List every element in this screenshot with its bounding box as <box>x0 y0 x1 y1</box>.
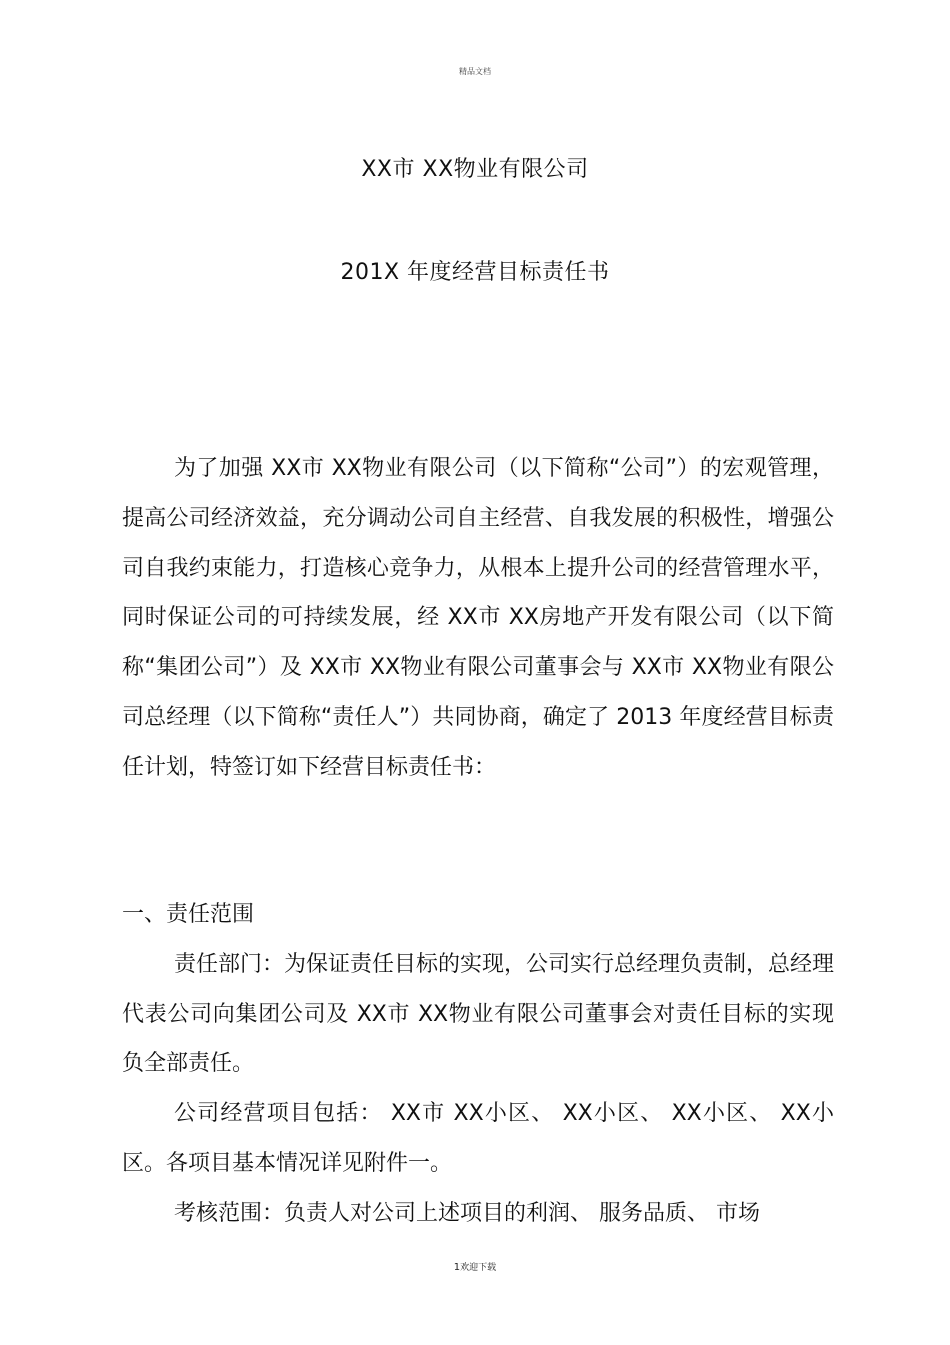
document-title: 201X 年度经营目标责任书 <box>340 260 610 285</box>
section-heading: 一、责任范围 <box>122 902 255 927</box>
header-watermark: 精品文档 <box>459 67 491 76</box>
intro-paragraph: 为了加强 XX市 XX物业有限公司（以下简称“公司”）的宏观管理，提高公司经济效益，充分调动公司自主经营、自我发展的积极性，增强公司自我约束能力，打造核心竞争力，从根本上提升公司的经营管理水平，同时保证公司的可持续发展，经 XX市 XX房地产开发有限公司（以下简称“集团公司”）及 XX市 XX物业有限公司董事会与 XX市 XX物业有限公司总经理（以下简称“责任人”）共同协商，确定了 2013 年度经营目标责任计划，特签订如下经营目标责任书： <box>122 456 834 780</box>
document-title-company: XX市 XX物业有限公司 <box>361 157 589 182</box>
page-number: 1 <box>453 1262 461 1273</box>
section-responsibility-scope <box>122 890 834 1239</box>
page-footer <box>0 1260 950 1273</box>
footer-text: 欢迎下载 <box>460 1263 497 1273</box>
paragraph-projects: 公司经营项目包括： XX市 XX小区、 XX小区、 XX小区、 XX小区。各项目基本情况详见附件一。 <box>122 1101 834 1176</box>
paragraph-responsible-dept: 责任部门：为保证责任目标的实现，公司实行总经理负责制，总经理代表公司向集团公司及 XX市 XX物业有限公司董事会对责任目标的实现负全部责任。 <box>122 951 835 1077</box>
paragraph-assessment-scope: 考核范围：负责人对公司上述项目的利润、 服务品质、 市场 <box>174 1200 760 1226</box>
intro-section <box>122 444 834 793</box>
